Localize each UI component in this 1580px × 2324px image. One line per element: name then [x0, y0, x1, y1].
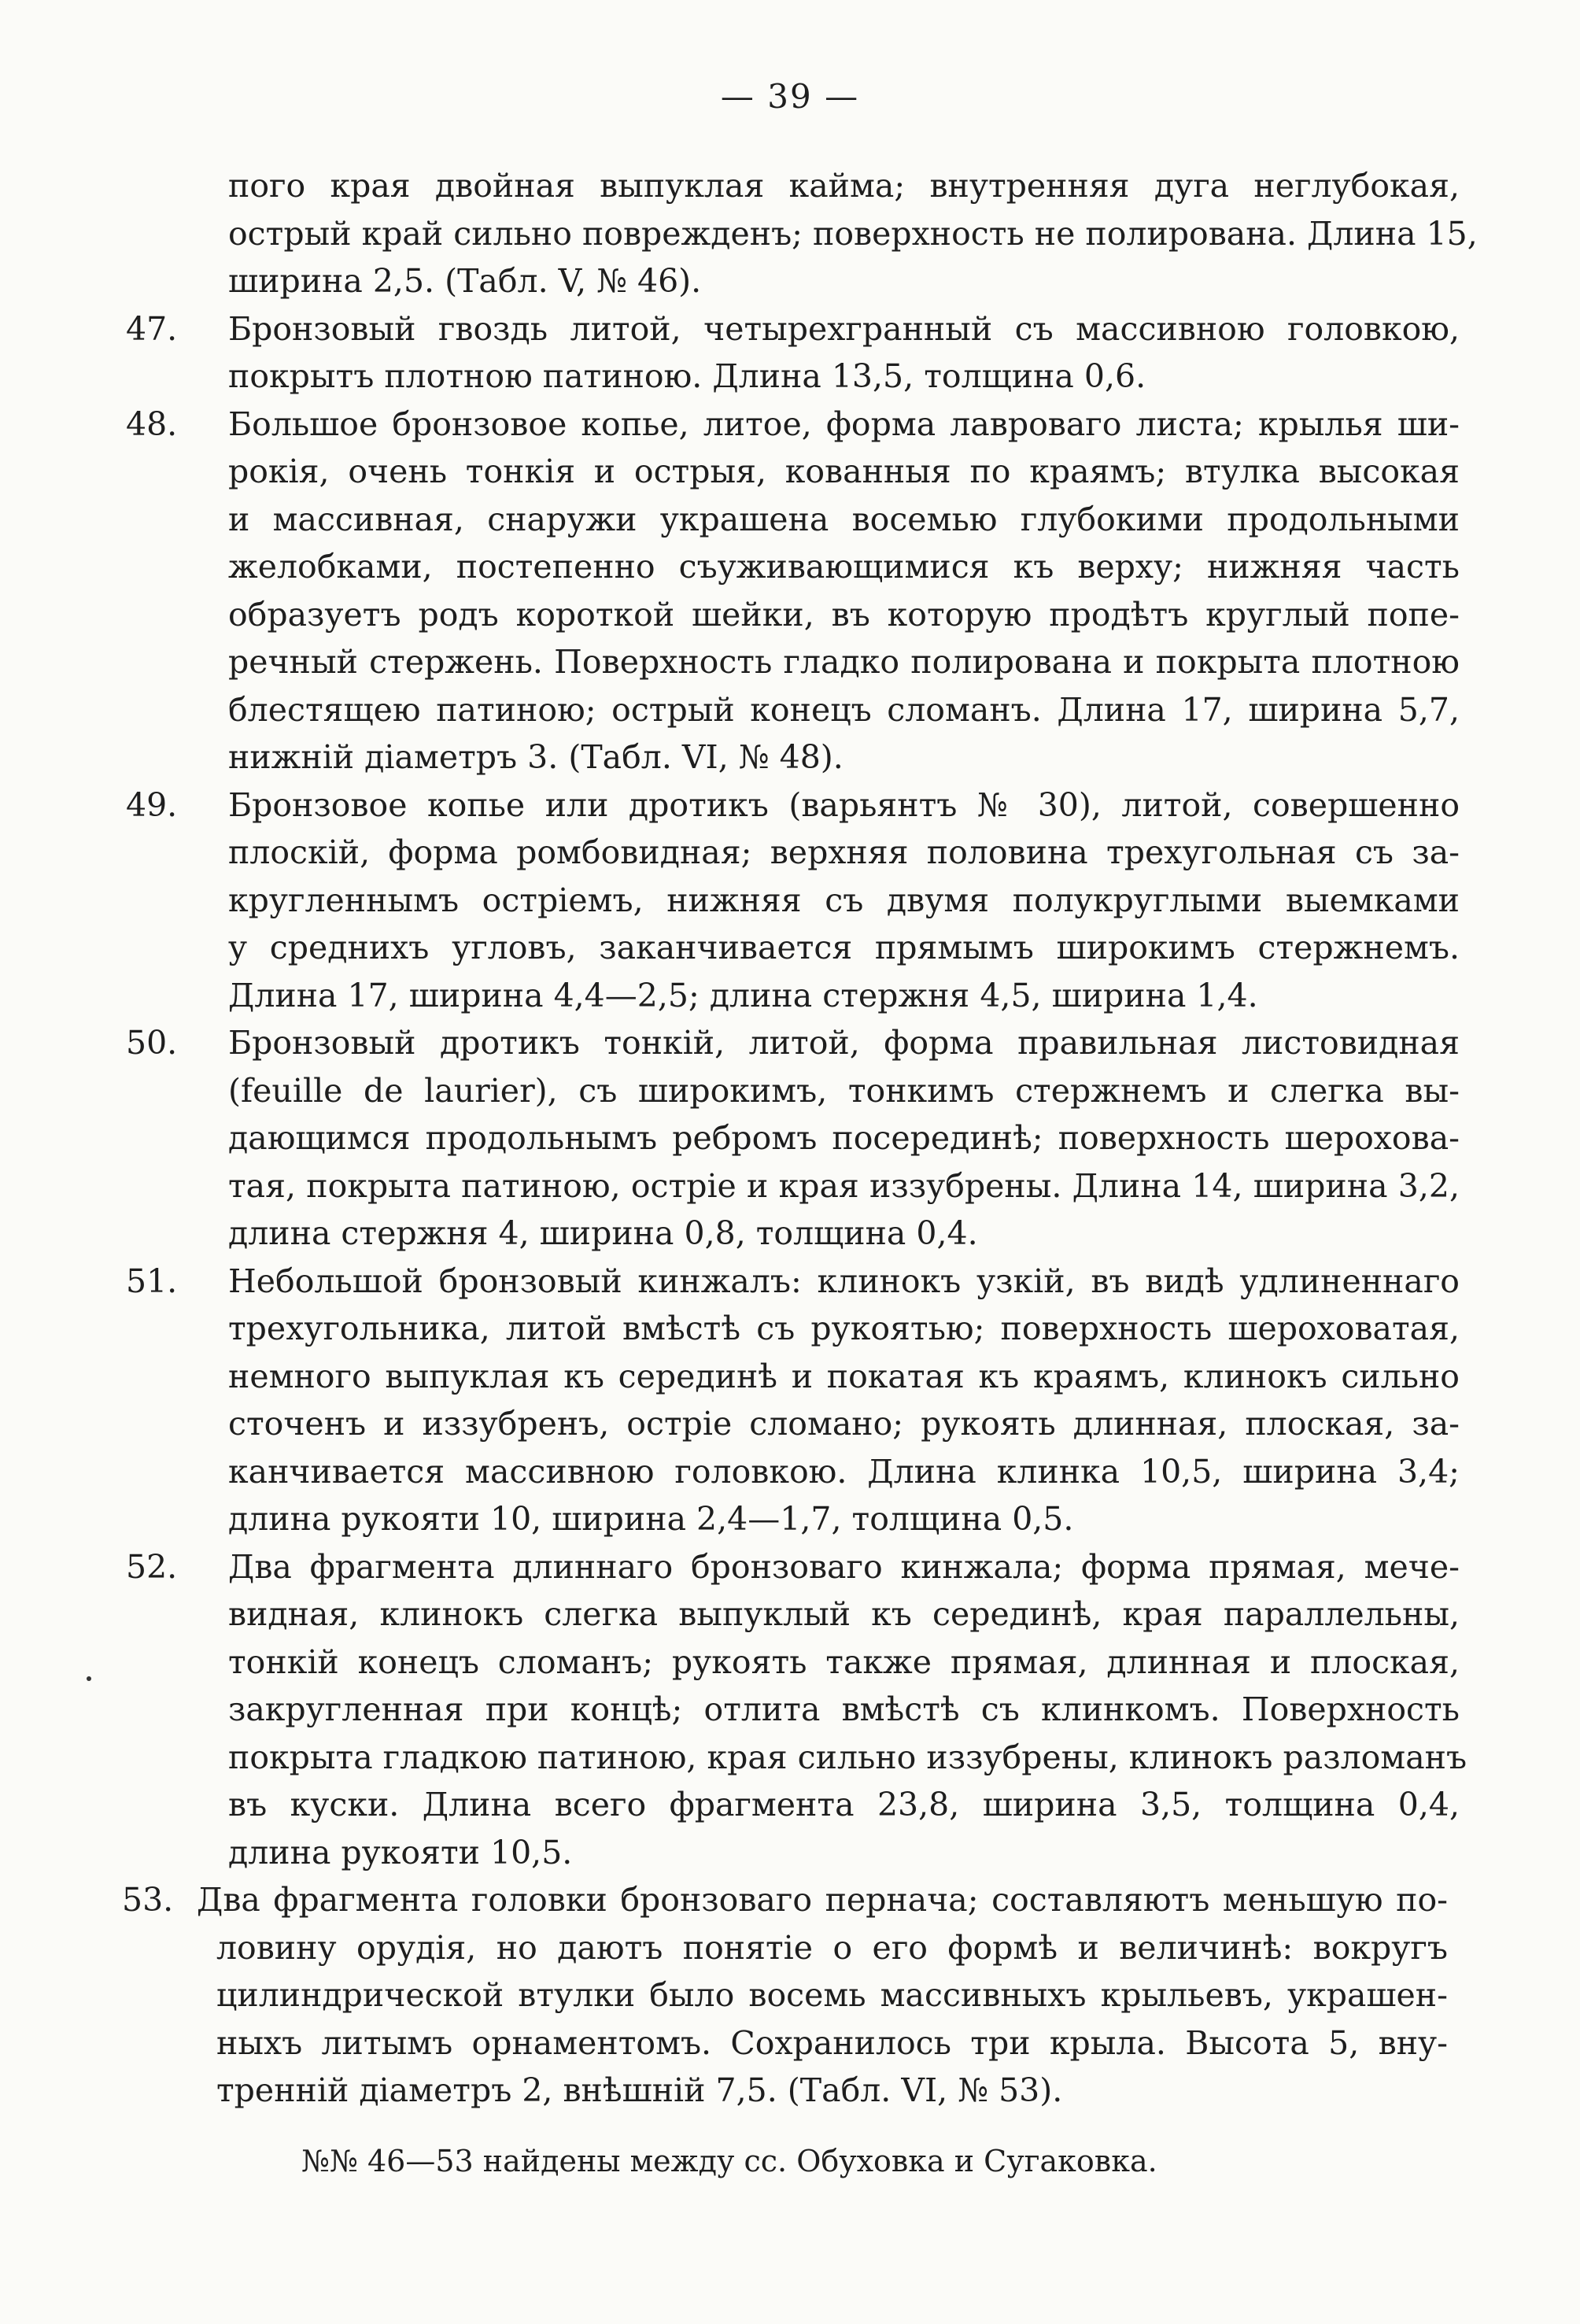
entry-text-line: Большое бронзовое копье, литое, форма лавроваго листа; крылья ши-	[228, 405, 1460, 443]
entry-text-line: Бронзовый гвоздь литой, четырехгранный съ массивною головкою,	[228, 309, 1460, 348]
entry-text-line: Длина 17, ширина 4,4—2,5; длина стержня 4,5, ширина 1,4.	[228, 976, 1258, 1014]
entry-text-line: образуетъ родъ короткой шейки, въ которую продѣтъ круглый попе-	[228, 595, 1460, 634]
entry-text-line: острый край сильно поврежденъ; поверхность не полирована. Длина 15,	[228, 214, 1478, 253]
entry-text-line: трехугольника, литой вмѣстѣ съ рукоятью; поверхность шероховатая,	[228, 1310, 1460, 1347]
entry-text-line: ловину орудія, но даютъ понятіе о его формѣ и величинѣ: вокругъ	[216, 1928, 1448, 1967]
entry-text-line: немного выпуклая къ серединѣ и покатая къ краямъ, клинокъ сильно	[228, 1357, 1460, 1395]
entry-text-line: тонкій конецъ сломанъ; рукоять также прямая, длинная и плоская,	[228, 1642, 1460, 1681]
entry-text-line: (feuille de laurier), съ широкимъ, тонкимъ стержнемъ и слегка вы-	[228, 1071, 1460, 1110]
entry-text-line: тренній діаметръ 2, внѣшній 7,5. (Табл. VI, № 53).	[216, 2071, 1063, 2109]
entry-text-line: Небольшой бронзовый кинжалъ: клинокъ узкій, въ видѣ удлиненнаго	[228, 1262, 1460, 1300]
entry-text-line: пого края двойная выпуклая кайма; внутренняя дуга неглубокая,	[228, 167, 1460, 205]
entry-text-line: блестящею патиною; острый конецъ сломанъ. Длина 17, ширина 5,7,	[228, 690, 1460, 729]
ink-speck	[87, 1676, 91, 1681]
entry-text-line: Бронзовый дротикъ тонкій, литой, форма правильная листовидная	[228, 1024, 1460, 1062]
entry-text-line: покрытъ плотною патиною. Длина 13,5, толщина 0,6.	[228, 357, 1146, 395]
entry-text-line: сточенъ и иззубренъ, остріе сломано; рукоять длинная, плоская, за-	[228, 1405, 1460, 1443]
entry-text-line: въ куски. Длина всего фрагмента 23,8, ширина 3,5, толщина 0,4,	[228, 1786, 1460, 1823]
entry-text-line: длина рукояти 10,5.	[228, 1833, 573, 1871]
entry-text-line: Два фрагмента головки бронзоваго пернача; составляютъ меньшую по-	[197, 1881, 1448, 1919]
entry-text-line: Бронзовое копье или дротикъ (варьянтъ № 30), литой, совершенно	[228, 785, 1460, 824]
entry-text-line: закругленная при концѣ; отлита вмѣстѣ съ клинкомъ. Поверхность	[228, 1690, 1460, 1728]
entry-number: 47.	[126, 309, 178, 348]
entry-text-line: плоскій, форма ромбовидная; верхняя половина трехугольная съ за-	[228, 833, 1460, 871]
entry-text-line: видная, клинокъ слегка выпуклый къ серединѣ, края параллельны,	[228, 1595, 1460, 1633]
entry-text-line: ныхъ литымъ орнаментомъ. Сохранилось три крыла. Высота 5, вну-	[216, 2023, 1448, 2062]
entry-number: 49.	[126, 785, 178, 824]
entry-text-line: нижній діаметръ 3. (Табл. VI, № 48).	[228, 738, 844, 776]
entry-text-line: кругленнымъ остріемъ, нижняя съ двумя полукруглыми выемками	[228, 881, 1460, 919]
entry-number: 51.	[126, 1262, 178, 1300]
entry-number: 52.	[126, 1547, 178, 1586]
footer-note: №№ 46—53 найдены между сс. Обуховка и Сугаковка.	[301, 2144, 1157, 2178]
entry-text-line: канчивается массивною головкою. Длина клинка 10,5, ширина 3,4;	[228, 1452, 1460, 1491]
entry-text-line: рокія, очень тонкія и острыя, кованныя по краямъ; втулка высокая	[228, 453, 1460, 490]
entry-number: 48.	[126, 405, 178, 443]
entry-text-line: и массивная, снаружи украшена восемью глубокими продольными	[228, 500, 1460, 538]
entry-text-line: покрыта гладкою патиною, края сильно иззубрены, клинокъ разломанъ	[228, 1738, 1467, 1776]
entry-text-line: желобками, постепенно съуживающимися къ верху; нижняя часть	[228, 548, 1460, 586]
entry-text-line: длина рукояти 10, ширина 2,4—1,7, толщина 0,5.	[228, 1500, 1074, 1538]
entry-text-line: Два фрагмента длиннаго бронзоваго кинжала; форма прямая, мече-	[228, 1547, 1460, 1586]
entry-number: 53.	[122, 1881, 174, 1919]
entry-text-line: цилиндрической втулки было восемь массивныхъ крыльевъ, украшен-	[216, 1976, 1448, 2014]
entry-text-line: длина стержня 4, ширина 0,8, толщина 0,4.	[228, 1214, 978, 1252]
entry-text-line: речный стержень. Поверхность гладко полирована и покрыта плотною	[228, 643, 1460, 681]
page-number: — 39 —	[720, 77, 860, 116]
entry-text-line: дающимся продольнымъ ребромъ посерединѣ; поверхность шерохова-	[228, 1119, 1460, 1157]
entry-text-line: тая, покрыта патиною, остріе и края иззубрены. Длина 14, ширина 3,2,	[228, 1166, 1460, 1205]
entry-text-line: у среднихъ угловъ, заканчивается прямымъ широкимъ стержнемъ.	[228, 929, 1460, 966]
entry-text-line: ширина 2,5. (Табл. V, № 46).	[228, 262, 702, 300]
entry-number: 50.	[126, 1024, 178, 1062]
